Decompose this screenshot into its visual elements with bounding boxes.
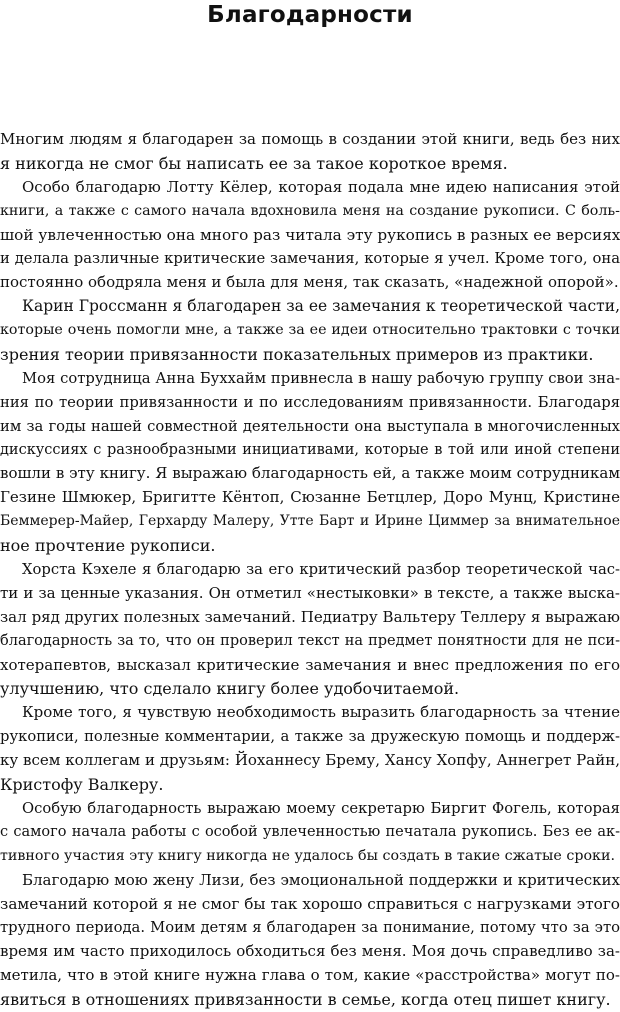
text-line: Благодарю мою жену Лизи, без эмоциональной поддержки и критических <box>22 870 620 889</box>
text-line: с самого начала работы с особой увлеченностью печатала рукопись. Без ее ак- <box>0 823 620 840</box>
text-line: явиться в отношениях привязанности в семье, когда отец пишет книгу. <box>0 990 611 1010</box>
text-line: замечаний которой я не смог бы так хорошо справиться с нагрузками этого <box>0 894 620 913</box>
text-line: ния по теории привязанности и по исследованиям привязанности. Благодаря <box>0 393 620 411</box>
text-line: книги, а также с самого начала вдохновила меня на создание рукописи. С боль- <box>0 202 620 219</box>
text-line: которые очень помогли мне, а также за ее идеи относительно трактовки с точки <box>0 322 620 339</box>
text-line: благодарность за то, что он проверил текст на предмет понятности для не пси- <box>0 632 620 649</box>
text-line: Многим людям я благодарен за помощь в создании этой книги, ведь без них <box>0 130 620 148</box>
text-line: тивного участия эту книгу никогда не удалось бы создать в такие сжатые сроки. <box>0 847 615 864</box>
text-line: Хорста Кэхеле я благодарю за его критический разбор теоретической час- <box>22 561 620 579</box>
text-line: ти и за ценные указания. Он отметил «нестыковки» в тексте, а также выска- <box>0 583 620 602</box>
page-title: Благодарности <box>207 2 413 28</box>
text-line: им за годы нашей совместной деятельности она выступала в многочисленных <box>0 417 620 435</box>
text-line: Моя сотрудница Анна Буххайм привнесла в нашу рабочую группу свои зна- <box>22 369 620 387</box>
text-line: ку всем коллегам и друзьям: Йоханнесу Брему, Хансу Хопфу, Аннегрет Райн, <box>0 751 620 770</box>
text-line: метила, что в этой книге нужна глава о том, какие «расстройства» могут по- <box>0 966 620 985</box>
text-line: Особо благодарю Лотту Кёлер, которая подала мне идею написания этой <box>22 177 620 196</box>
text-line: Карин Гроссманн я благодарен за ее замечания к теоретической части, <box>22 297 620 316</box>
text-line: вошли в эту книгу. Я выражаю благодарность ей, а также моим сотрудникам <box>0 464 620 483</box>
text-line: время им часто приходилось обходиться без меня. Моя дочь справедливо за- <box>0 942 620 961</box>
text-line: зал ряд других полезных замечаний. Педиатру Вальтеру Теллеру я выражаю <box>0 607 620 626</box>
text-line: шой увлеченностью она много раз читала эту рукопись в разных ее версиях <box>0 225 620 244</box>
text-line: ное прочтение рукописи. <box>0 536 216 556</box>
text-line: и делала различные критические замечания, которые я учел. Кроме того, она <box>0 250 620 268</box>
text-line: Кристофу Валкеру. <box>0 775 164 795</box>
text-line: Беммерер-Майер, Герхарду Малеру, Утте Барт и Ирине Циммер за внимательное <box>0 513 620 530</box>
text-line: Особую благодарность выражаю моему секретарю Биргит Фогель, которая <box>22 799 620 817</box>
text-line: Кроме того, я чувствую необходимость выразить благодарность за чтение <box>22 703 620 722</box>
text-line: дискуссиях с разнообразными инициативами, которые в той или иной степени <box>0 441 620 458</box>
text-line: постоянно ободряла меня и была для меня, так сказать, «надежной опорой». <box>0 273 619 292</box>
text-line: трудного периода. Моим детям я благодарен за понимание, потому что за это <box>0 919 620 937</box>
text-line: улучшению, что сделало книгу более удобочитаемой. <box>0 679 460 699</box>
text-line: рукописи, полезные комментарии, а также за дружескую помощь и поддерж- <box>0 728 620 746</box>
text-line: я никогда не смог бы написать ее за такое короткое время. <box>0 153 508 173</box>
text-line: хотерапевтов, высказал критические замечания и внес предложения по его <box>0 655 620 674</box>
text-line: Гезине Шмюкер, Бригитте Кёнтоп, Сюзанне Бетцлер, Доро Мунц, Кристине <box>0 488 620 507</box>
acknowledgements-text <box>0 128 620 1012</box>
text-line: зрения теории привязанности показательных примеров из практики. <box>0 345 594 365</box>
